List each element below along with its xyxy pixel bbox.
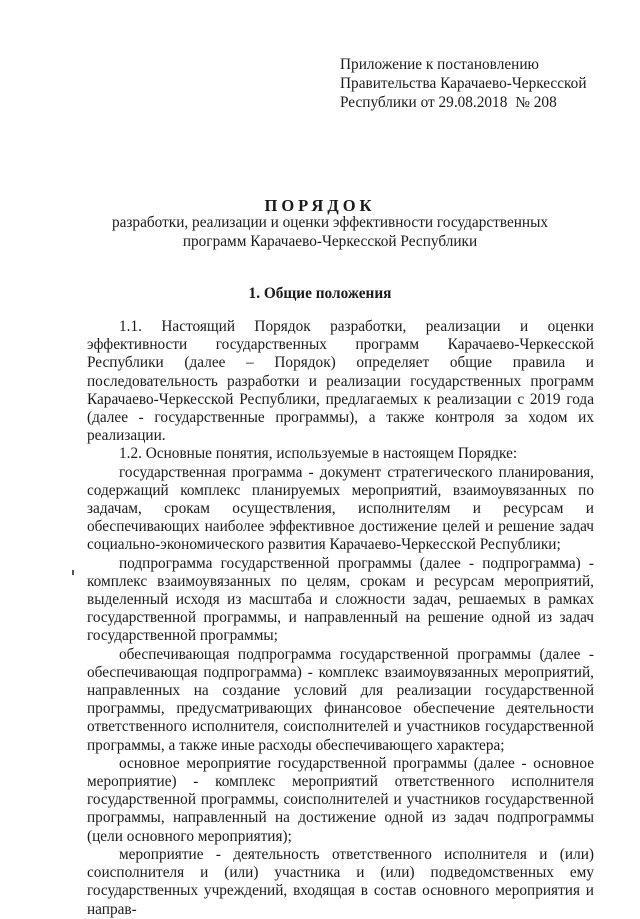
paragraph-1-2: 1.2. Основные понятия, используемые в настоящем Порядке: [119,445,518,463]
definition-activity: мероприятие - деятельность ответственного исполнителя и (или) соисполнителя и (или) участника и (или) подведомственных ему государственных учреждений, входящая в состав основного мероприятия и направ- [87,845,594,918]
approval-line-1: Приложение к постановлению [340,56,539,73]
approval-number: № 208 [515,94,557,111]
document-title: ПОРЯДОК [264,196,376,215]
approval-date: Республики от 29.08.2018 [340,94,508,111]
definition-supporting-subprogram: обеспечивающая подпрограмма государственной программы (далее - обеспечивающая подпрограмма) - комплекс взаимоувязанных мероприятий, направленных на создание условий для реализации государственной программы, предусматривающих финансовое обеспечение деятельности ответственного исполнителя, соисполнителей и участников государственной программы, а также иные расходы обеспечивающего характера; [87,645,594,754]
approval-block [340,55,620,112]
document-subtitle: разработки, реализации и оценки эффективности государственных программ Карачаево-Черкесской Республики [111,214,549,250]
approval-line-3 [340,93,620,112]
definition-subprogram: подпрограмма государственной программы (далее - подпрограмма) - комплекс взаимоувязанных по целям, срокам и ресурсам мероприятий, выделенный исходя из масштаба и сложности задач, решаемых в рамках государственной программы, и направленный на решение одной из задач государственной программы; [87,554,594,645]
section-heading: 1. Общие положения [248,285,392,302]
definition-main-activity: основное мероприятие государственной программы (далее - основное мероприятие) - комплекс мероприятий ответственного исполнителя государственной программы, соисполнителей и участников государственной программы, направленный на достижение одной из задач подпрограммы (цели основного мероприятия); [87,754,594,845]
paragraph-1-1: 1.1. Настоящий Порядок разработки, реализации и оценки эффективности государственных программ Карачаево-Черкесской Республики (далее – Порядок) определяет общие правила и последовательность разработки и реализации государственных программ Карачаево-Черкесской Республики, предлагаемых к реализации с 2019 года (далее - государственные программы), а также контроля за ходом их реализации. [87,318,594,445]
document-body [87,318,594,919]
scan-mark [72,570,74,575]
approval-line-2: Правительства Карачаево-Черкесской [340,75,587,92]
definition-state-program: государственная программа - документ стратегического планирования, содержащий комплекс планируемых мероприятий, взаимоувязанных по задачам, срокам осуществления, исполнителям и ресурсам и обеспечивающих наиболее эффективное достижение целей и решение задач социально-экономического развития Карачаево-Черкесской Республики; [87,463,594,554]
